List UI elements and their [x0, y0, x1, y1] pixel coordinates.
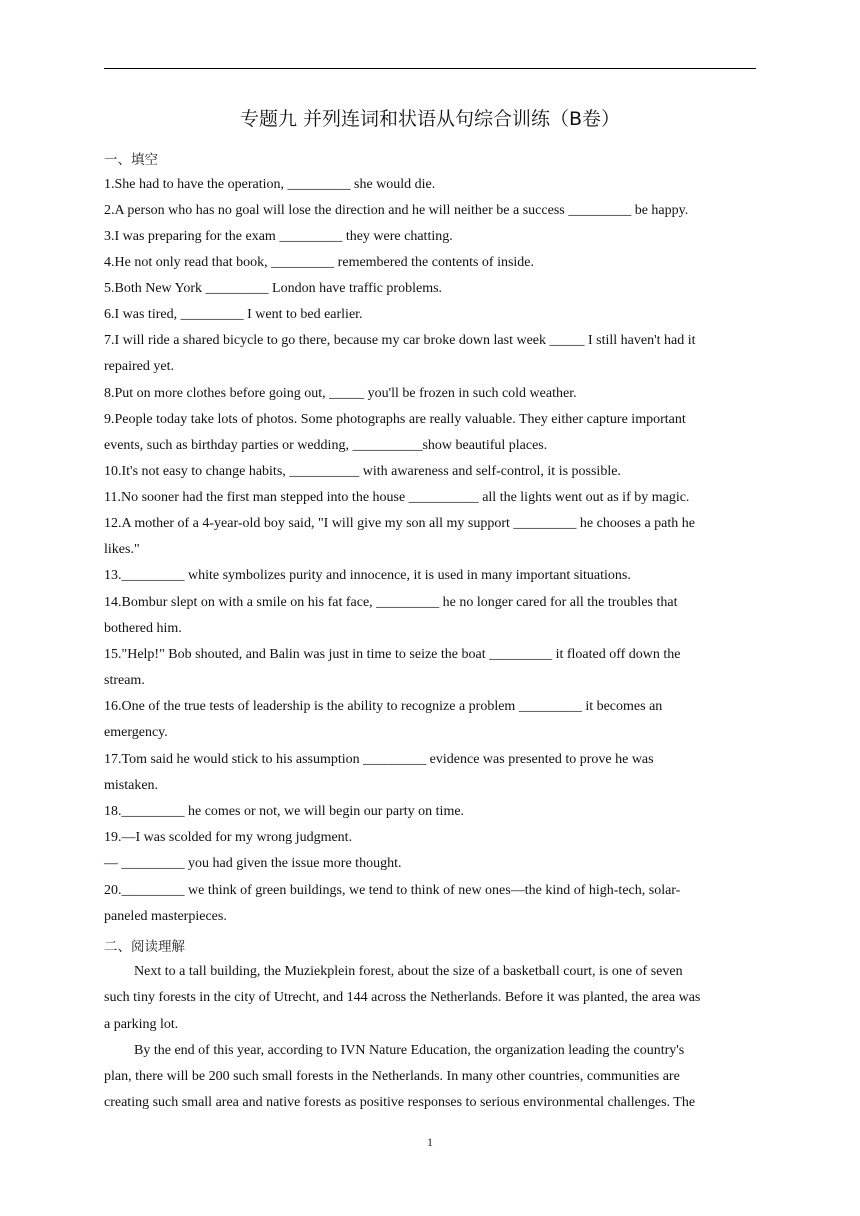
- question-line: 19.—I was scolded for my wrong judgment.: [104, 830, 353, 845]
- question-line: mistaken.: [104, 778, 159, 793]
- question-line: 5.Both New York _________ London have traffic problems.: [104, 281, 443, 296]
- question-line: 7.I will ride a shared bicycle to go there, because my car broke down last week _____ I still haven't had it: [104, 333, 696, 348]
- question-line: 13._________ white symbolizes purity and innocence, it is used in many important situations.: [104, 568, 631, 583]
- passage-line: creating such small area and native forests as positive responses to serious environmental challenges. The: [104, 1095, 696, 1110]
- question-line: 20._________ we think of green buildings, we tend to think of new ones—the kind of high-tech, solar-: [104, 883, 681, 898]
- passage-line: By the end of this year, according to IVN Nature Education, the organization leading the country's: [134, 1043, 685, 1058]
- passage-line: Next to a tall building, the Muziekplein forest, about the size of a basketball court, is one of seven: [134, 964, 683, 979]
- question-line: 15."Help!" Bob shouted, and Balin was just in time to seize the boat _________ it floated off down the: [104, 647, 681, 662]
- question-line: 4.He not only read that book, _________ remembered the contents of inside.: [104, 255, 535, 270]
- question-line: 8.Put on more clothes before going out, _____ you'll be frozen in such cold weather.: [104, 386, 577, 401]
- question-line: paneled masterpieces.: [104, 909, 227, 924]
- page-title: 专题九 并列连词和状语从句综合训练（B卷）: [239, 108, 621, 130]
- question-line: 6.I was tired, _________ I went to bed earlier.: [104, 307, 363, 322]
- question-line: emergency.: [104, 725, 168, 740]
- question-line: events, such as birthday parties or wedding, __________show beautiful places.: [104, 438, 548, 453]
- section-heading-reading: 二、阅读理解: [104, 939, 185, 955]
- header-rule: [104, 68, 756, 69]
- question-line: 11.No sooner had the first man stepped into the house __________ all the lights went out as if by magic.: [104, 490, 690, 505]
- question-line: stream.: [104, 673, 145, 688]
- question-line: 14.Bombur slept on with a smile on his fat face, _________ he no longer cared for all the troubles that: [104, 595, 678, 610]
- question-line: 12.A mother of a 4-year-old boy said, "I will give my son all my support _________ he chooses a path he: [104, 516, 695, 531]
- question-line: 17.Tom said he would stick to his assumption _________ evidence was presented to prove he was: [104, 752, 654, 767]
- passage-line: a parking lot.: [104, 1017, 179, 1032]
- question-line: 9.People today take lots of photos. Some photographs are really valuable. They either capture important: [104, 412, 686, 427]
- question-line: 3.I was preparing for the exam _________ they were chatting.: [104, 229, 453, 244]
- passage-line: plan, there will be 200 such small forests in the Netherlands. In many other countries, communities are: [104, 1069, 680, 1084]
- question-line: 1.She had to have the operation, _________ she would die.: [104, 177, 436, 192]
- question-line: repaired yet.: [104, 359, 174, 374]
- question-line: 18._________ he comes or not, we will begin our party on time.: [104, 804, 465, 819]
- question-line: 10.It's not easy to change habits, __________ with awareness and self-control, it is possible.: [104, 464, 621, 479]
- question-line: 16.One of the true tests of leadership is the ability to recognize a problem _________ it becomes an: [104, 699, 663, 714]
- question-line: bothered him.: [104, 621, 182, 636]
- question-line: — _________ you had given the issue more thought.: [104, 856, 402, 871]
- question-line: likes.": [104, 542, 140, 557]
- section-heading-fill-blank: 一、填空: [104, 152, 158, 168]
- question-line: 2.A person who has no goal will lose the direction and he will neither be a success _________ be happy.: [104, 203, 689, 218]
- passage-line: such tiny forests in the city of Utrecht, and 144 across the Netherlands. Before it was planted, the area was: [104, 990, 701, 1005]
- page-number: 1: [427, 1135, 433, 1149]
